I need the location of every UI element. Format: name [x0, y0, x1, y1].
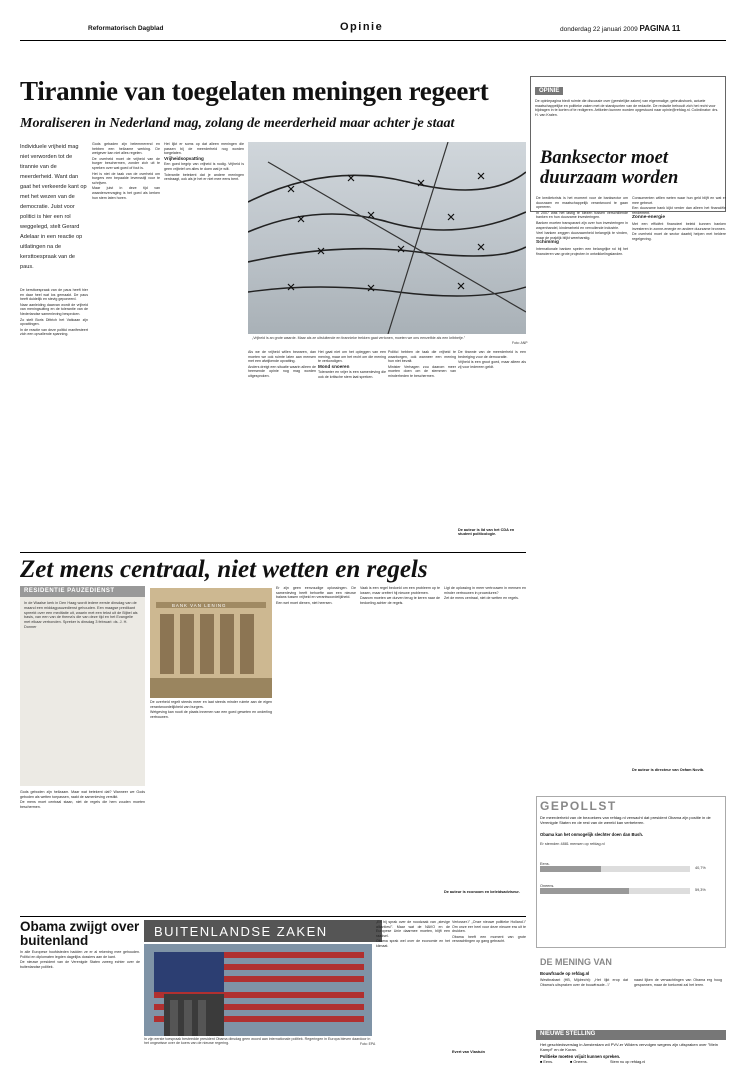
- poll-bar-fill: [540, 866, 601, 872]
- option-label: Eens.: [543, 1060, 554, 1064]
- main-subhead: Moraliseren in Nederland mag, zolang de meerderheid maar achter je staat: [20, 116, 455, 131]
- option-label: Oneens.: [573, 1060, 588, 1064]
- poll-intro: De meerderheid van de bezoekers van refdag.nl verwacht dat president Obama zijn positie in de Verenigde Staten en de rest van de wereld kan verbeteren.: [540, 815, 711, 825]
- page-number: 11: [671, 24, 681, 33]
- issue-date: donderdag 22 januari 2009: [560, 26, 638, 33]
- poll-option-label: Eens.: [540, 862, 550, 866]
- header-rule: [20, 40, 726, 41]
- second-body-col-1: Gods geboden zijn heilzaam. Maar wat betekent dat? Wanneer we Gods geboden als wetten toepassen, raakt de samenleving verstikt. De mens moet centraal staan, niet de regels die hem zouden moeten beschermen.: [20, 790, 145, 809]
- section-title: Opinie: [340, 21, 384, 33]
- subheading-vrijheidsopvatting: Vrijheidsopvatting: [164, 155, 204, 161]
- barbed-wire-illustration: [248, 142, 526, 334]
- second-body-col-4: Vaak is een regel bedoeld om een probleem op te lossen, maar creëert hij nieuwe problemen. Daarom moeten we durven terug te keren naar de bedoeling achter de regels.: [360, 586, 440, 605]
- main-byline: Individuele vrijheid mag niet verworden tot de tirannie van de meerderheid. Want dan gaat het verkeerde kant op met het wezen van de democratie. Juist voor politici is hier een rol weggelegd, stelt Gerard Adelaar in een reactie op uitlatingen na de kersttoespraak van de paus.: [20, 144, 87, 270]
- date-page: [560, 24, 680, 33]
- poll-bar-fill: [540, 888, 629, 894]
- obama-author-note: Evert van Vlastuin: [452, 1050, 485, 1054]
- second-headline: Zet mens centraal, niet wetten en regels: [20, 556, 428, 583]
- subheading-mond-snoeren: Mond snoeren: [318, 363, 350, 369]
- mening-option-eens[interactable]: ■ Eens.: [540, 1060, 554, 1064]
- nieuwe-stelling-text: Het geschiedsverslag in Amsterdam wil PVV-er Wilders vervolgen wegens zijn uitspraken over "Mein Kampf" en de Koran.: [540, 1042, 718, 1052]
- poll-option-label: Oneens.: [540, 884, 555, 888]
- mening-body-col-1: Westbrabant (HB, Mijdrecht): „Het lijkt erop dat Obama's uitspraken over de bouwfraude...\": [540, 978, 628, 987]
- mening-topic: Bouwfraude op refdag.nl: [540, 971, 590, 976]
- obama-headline: Obama zwijgt over buitenland: [20, 919, 140, 948]
- photo-credit: Foto: ANP: [512, 341, 528, 345]
- second-body-col-3: Er zijn geen eenvoudige oplossingen. De samenleving heeft behoefte aan een nieuwe balans tussen vrijheid en verantwoordelijkheid. Een wet moet dienen, niet heersen.: [276, 586, 356, 605]
- building-sign: BANK VAN LENING: [172, 603, 227, 608]
- photo-caption: „Vrijheid is an grote waarde. Maar als ze uitsluitende en tirannieke trekken gaat vertonen, moeten we ons eenzelfde als een kribbetje.": [252, 336, 466, 340]
- mening-body-col-2: naast lijken de verwachtingen van Obama erg hoog gespannen, maar de toekomst zal het leren.: [634, 978, 722, 987]
- main-body-col-2: Gods gebaden zijn belemmerend en hebben een heilzame werking. De wetgever kan niet alles regelen. De overheid moet de vrijheid van de burger beschermen, zonder zich uit te spreken over wat goed of fout is. Het is niet de taak van de overheid om burgers een bepaalde levensstijl voor te schrijven. Maar juist in deze tijd van waardenvervaging is het goed als kerken hun stem laten horen.: [92, 142, 160, 200]
- main-body-col-1: De kersttoespraak van de paus heeft hier en daar heel wat los gemaakt. De paus heeft duidelijk en stevig geponeerd. Naar aanleiding daarvan wordt de vrijheid van meningsuiting en de tolerantie van de Nederlandse samenleving besproken. Zo stelt Boris Dittrich het Vaticaan zijn opvattingen. In de reactie van deze politici manifesteert zich een opvallende spanning.: [20, 288, 88, 337]
- obama-body-col-2: „En hij sprak over de noodzaak van „stevige allianties\". Maar wat de NAVO en de Europese Unie daarmee moeten, blijft een raadsel. Obama sprak wel over de economie en het klimaat.: [376, 920, 450, 948]
- section-rule: [20, 552, 526, 553]
- second-author-note: De auteur is econoom en beleidsadviseur.: [444, 890, 520, 894]
- main-body-col-6: Politici hebben de taak die vrijheid te waarborgen, ook wanneer een mening hun niet bevalt. Minister Verhagen zou daarom meer moeten doen om de stemmen van minderheden te beschermen.: [388, 350, 456, 378]
- main-body-col-4: Als we de vrijheid willen bewaren, dan moeten we ook ruimte laten aan mensen met een afwijkende opvatting. Anders dreigt een situatie waarin alleen de heersende opinie nog mag worden uitgesproken.: [248, 350, 316, 378]
- flag-illustration: [144, 944, 372, 1036]
- main-body-col-3: Het lijkt er soms op dat alleen meningen die passen bij de meerderheid nog worden toegelaten. Vrijheidsopvatting Een goed begrip van vrijheid is nodig. Vrijheid is geen vrijbrief om alles te doen wat je wilt. Tolerantie betekent dat je andere meningen verdraagt, ook als je het er niet mee eens bent.: [164, 142, 244, 182]
- newspaper-name: Reformatorisch Dagblad: [88, 25, 164, 32]
- opinie-tag: OPINIE: [535, 87, 563, 95]
- barbed-wire-photo: [248, 142, 526, 334]
- page-label: PAGINA: [639, 24, 671, 33]
- opinie-info-box: [530, 76, 726, 212]
- obama-rule: [20, 916, 526, 917]
- residentie-text: In de Waalse kerk in Den Haag wordt iedere eerste dinsdag van de maand een middagpauzedienst gehouden. Een maagse predikant spreekt over een meditatie uit, waarin met een tekst uit de Bijbel als basis, van een van de thema's die van deze tijd en het Evangelie met elkaar verbonden. Spreker is dinsdag 3 februari: ds. J. H. Donner: [24, 601, 138, 629]
- flag-photo: [144, 944, 372, 1036]
- poll-option-oneens: [540, 884, 722, 894]
- main-author-note: De auteur is lid van het CDA en student politicologie.: [458, 528, 515, 536]
- main-body-col-7: De tirannie van de meerderheid is een bedreiging voor de democratie. Vrijheid is een groot goed, maar alleen als zij voor iedereen geldt.: [458, 350, 526, 369]
- obama-body-col-1: In alle Europese hoofdsteden hadden ze er al rekening mee gehouden. Politici en diplomaten legden dagelijks dossiers aan de kant. De nieuwe president van de Verenigde Staten zweeg echter over de buitenlandse politiek.: [20, 950, 140, 969]
- nieuwe-stelling-tag: NIEUWE STELLING: [536, 1030, 726, 1040]
- bank-body-col-2: Consumenten willen weten waar hun geld blijft en wat er mee gebeurt. Een duurzame bank kijkt verder dan alleen het financiële rendement. Zonne-energie Met een efficiënt financieel beleid kunnen banken investeren in zonne-energie en andere duurzame bronnen. De overheid moet de sector daarbij helpen met heldere regelgeving.: [632, 196, 726, 241]
- flag-caption: In zijn eerste toespraak besteedde president Obama dinsdag geen woord aan internationale politiek. Regeringen in Europa bleven daardoor in het ongewisse over de koers van de nieuwe regering.: [144, 1037, 371, 1045]
- poll-votes: Er stemden 4881 mensen op refdag.nl: [540, 842, 605, 846]
- poll-bar: [540, 888, 690, 894]
- mening-tag: DE MENING VAN: [540, 957, 612, 967]
- bank-building-photo: [150, 588, 272, 698]
- poll-option-eens: [540, 862, 722, 872]
- obama-body-col-3: Verlosser.\" „Onze nieuwe politieke Holland.\" Om onze eer heel voor deze nieuwe era uit te drukken. Obama heeft een moment van grote verwachtingen op gang gebracht.: [452, 920, 526, 944]
- residentie-tag: RESIDENTIE PAUZEDIENST: [20, 586, 145, 597]
- second-body-col-5: Ligt de oplossing in meer vertrouwen in mensen en minder vertrouwen in procedures? Zet de mens centraal, niet de wetten en regels.: [444, 586, 526, 601]
- subheading-zonne-energie: Zonne-energie: [632, 215, 666, 221]
- main-body-col-5: Het gaat niet om het opleggen van een mening, maar om het recht om die mening te verkondigen. Mond snoeren Toleranter en vrijer is een samenleving die ook de kritische stem laat spreken.: [318, 350, 386, 379]
- bank-headline: Banksector moet duurzaam worden: [540, 148, 679, 188]
- subheading-schimmig: Schimmig: [536, 240, 559, 246]
- mening-option-oneens[interactable]: ■ Oneens.: [570, 1060, 588, 1064]
- bank-body-col-1: De kredietcrisis is het moment voor de banksector om duurzaam en maatschappelijk verantwoord te gaan opereren. In 2007 was het lastig te kiezen tussen verschillende banken en hun duurzame investeringen. Banken moeten transparant zijn over hun investeringen in wapenhandel, kinderarbeid en vervuilende industrie. Veel banken zeggen duurzaamheid belangrijk te vinden, maar de praktijk blijkt weerbarstig. Schimmig Internationale banken spelen een belangrijke rol bij het financieren van grote projecten in ontwikkelingslanden.: [536, 196, 628, 256]
- poll-tag: GEPOLLST: [540, 799, 617, 813]
- poll-percentage: 40,7%: [695, 866, 706, 870]
- main-headline: Tirannie van toegelaten meningen regeert: [20, 76, 489, 106]
- buitenland-tag: BUITENLANDSE ZAKEN: [144, 920, 382, 942]
- poll-percentage: 59,3%: [695, 888, 706, 892]
- second-body-col-2: De overheid regelt steeds meer en laat steeds minder ruimte aan de eigen verantwoordelijkheid van burgers. Wetgeving kan nooit de plaats innemen van een goed geweten en onderling vertrouwen.: [150, 700, 272, 719]
- nieuwe-statement: Politieke moeten vrijuit kunnen spreken.: [540, 1054, 621, 1059]
- poll-question: Obama kan het onmogelijk slechter doen dan Bush.: [540, 832, 644, 837]
- flag-credit: Foto: EPA: [360, 1042, 376, 1046]
- poll-bar: [540, 866, 690, 872]
- opinie-text: De opiniepagina biedt ruimte die discussie over (geestelijke zaken) van eigenmalige, gebruikshoek, actuele maatschappelijke en politieke zaken met de standpunten van de redactie. De redactie behoudt zich het recht voor bijdragen in te korten of te redigeren. Artikelen kunnen worden opgestuurd naar opinie@refdag.nl. Coördinator: drs. H. van Kralen.: [535, 99, 719, 117]
- bank-author-note: De auteur is directeur van Oxfam Novib.: [632, 768, 705, 772]
- mening-vote-note: Stem nu op refdag.nl: [610, 1060, 646, 1064]
